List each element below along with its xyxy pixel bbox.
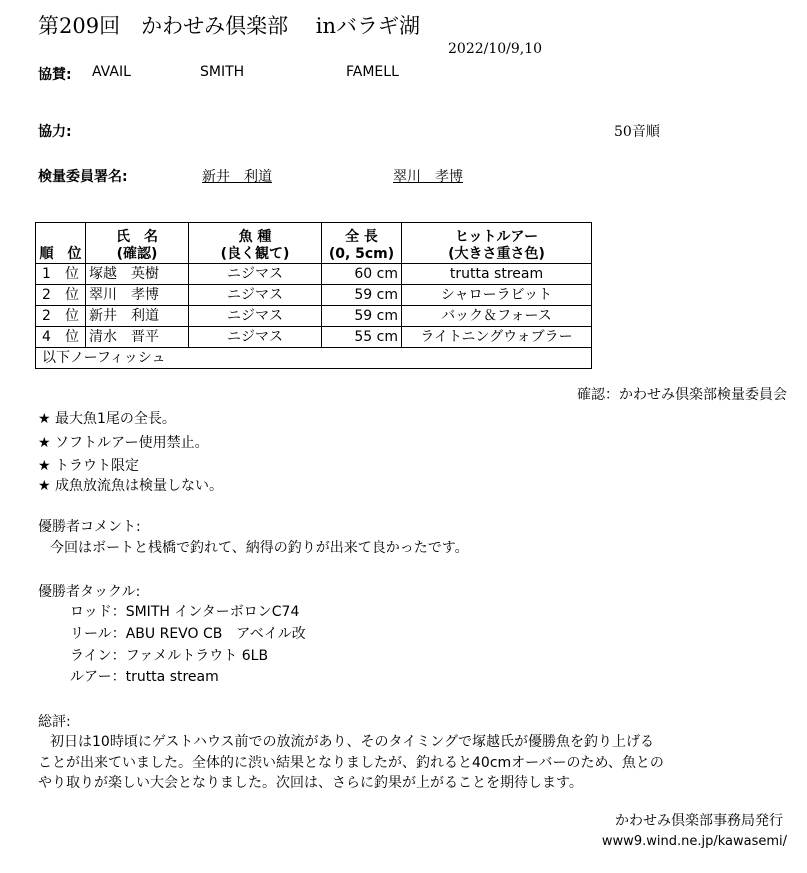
species-cell: ニジマス <box>189 327 322 348</box>
review-line-2: ことが出来ていました。全体的に渋い結果となりましたが、釣れると40cmオーバーのため、魚との <box>38 755 664 771</box>
species-cell: ニジマス <box>189 285 322 306</box>
cooperation-label: 協力: <box>38 124 72 140</box>
sponsor-smith: SMITH <box>200 64 245 80</box>
lure-cell: シャローラビット <box>402 285 592 306</box>
header-species: 魚 種 (良く観て) <box>189 223 322 264</box>
no-fish-note: 以下ノーフィッシュ <box>36 348 592 369</box>
tackle-reel: リール：ABU REVO CB アベイル改 <box>70 626 306 642</box>
sponsors-label: 協賛: <box>38 67 72 83</box>
winner-tackle-label: 優勝者タックル: <box>38 584 141 600</box>
inspectors-label: 検量委員署名: <box>38 169 128 185</box>
results-table <box>35 222 592 369</box>
name-cell: 清水 晋平 <box>86 327 189 348</box>
tackle-lure: ルアー：trutta stream <box>70 669 219 685</box>
species-cell: ニジマス <box>189 306 322 327</box>
table-row <box>36 327 592 348</box>
name-cell: 新井 利道 <box>86 306 189 327</box>
review-label: 総評: <box>38 714 71 730</box>
name-cell: 塚越 英樹 <box>86 264 189 285</box>
inspector-name-2: 翠川 孝博 <box>393 169 463 185</box>
order-note: 50音順 <box>614 124 660 140</box>
rule-item: ★ ソフトルアー使用禁止。 <box>38 435 209 451</box>
event-date: 2022/10/9,10 <box>448 41 543 57</box>
rank-cell: 1 位 <box>36 264 86 285</box>
rule-item: ★ 成魚放流魚は検量しない。 <box>38 478 224 494</box>
lure-cell: ライトニングウォブラー <box>402 327 592 348</box>
rank-cell: 2 位 <box>36 306 86 327</box>
header-lure: ヒットルアー (大きさ重さ色) <box>402 223 592 264</box>
publisher-name: かわせみ倶楽部事務局発行 <box>615 813 783 829</box>
lure-cell: trutta stream <box>402 264 592 285</box>
lure-cell: バック＆フォース <box>402 306 592 327</box>
header-name: 氏 名 (確認) <box>86 223 189 264</box>
page-title: 第209回 かわせみ倶楽部 inバラギ湖 <box>38 14 420 38</box>
review-line-3: やり取りが楽しい大会となりました。次回は、さらに釣果が上がることを期待します。 <box>38 775 583 791</box>
sponsor-avail: AVAIL <box>92 64 131 80</box>
table-row <box>36 264 592 285</box>
header-rank: 順 位 <box>36 223 86 264</box>
length-cell: 59 cm <box>322 306 402 327</box>
length-cell: 55 cm <box>322 327 402 348</box>
winner-comment-label: 優勝者コメント: <box>38 519 141 535</box>
tackle-line: ライン：ファメルトラウト 6LB <box>70 648 269 664</box>
rule-item: ★ トラウト限定 <box>38 458 140 474</box>
inspector-name-1: 新井 利道 <box>202 169 272 185</box>
table-row <box>36 285 592 306</box>
rank-cell: 4 位 <box>36 327 86 348</box>
sponsor-famell: FAMELL <box>346 64 399 80</box>
length-cell: 60 cm <box>322 264 402 285</box>
name-cell: 翠川 孝博 <box>86 285 189 306</box>
table-row <box>36 306 592 327</box>
winner-comment-text: 今回はボートと桟橋で釣れて、納得の釣りが出来て良かったです。 <box>50 540 469 556</box>
rule-item: ★ 最大魚1尾の全長。 <box>38 411 176 427</box>
table-header-row <box>36 223 592 264</box>
tackle-rod: ロッド：SMITH インターボロンC74 <box>70 604 300 620</box>
species-cell: ニジマス <box>189 264 322 285</box>
length-cell: 59 cm <box>322 285 402 306</box>
publisher-url[interactable]: www9.wind.ne.jp/kawasemi/ <box>601 834 787 849</box>
review-line-1: 初日は10時頃にゲストハウス前での放流があり、そのタイミングで塚越氏が優勝魚を釣り上げる <box>50 734 654 750</box>
rank-cell: 2 位 <box>36 285 86 306</box>
confirm-line: 確認：かわせみ倶楽部検量委員会 <box>577 387 787 403</box>
table-footer-row <box>36 348 592 369</box>
header-length: 全 長 (0, 5cm) <box>322 223 402 264</box>
